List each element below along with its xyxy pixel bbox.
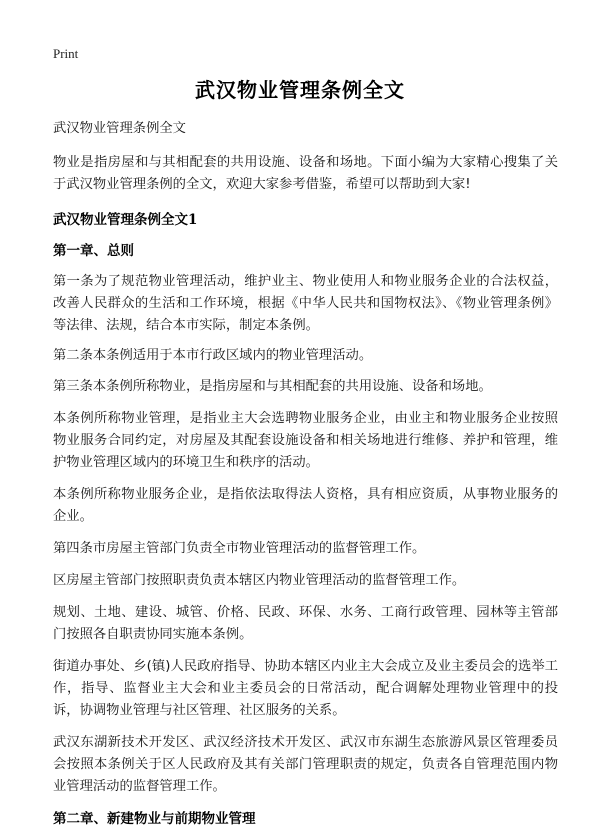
article-subtitle: 武汉物业管理条例全文	[53, 121, 186, 136]
chapter-heading-2: 第二章、新建物业与前期物业管理	[53, 811, 256, 827]
street-office-paragraph: 街道办事处、乡(镇)人民政府指导、协助本辖区内业主大会成立及业主委员会的选举工作，指导、监督业主大会和业主委员会的日常活动，配合调解处理物业管理中的投诉，协调物业管理与社区管理、社区服务的关系。	[53, 659, 558, 718]
article-4-paragraph: 第四条市房屋主管部门负责全市物业管理活动的监督管理工作。	[53, 541, 426, 556]
departments-paragraph: 规划、土地、建设、城管、价格、民政、环保、水务、工商行政管理、园林等主管部门按照各自职责协同实施本条例。	[53, 605, 558, 642]
article-2-paragraph: 第二条本条例适用于本市行政区域内的物业管理活动。	[53, 348, 373, 363]
development-zones-paragraph: 武汉东湖新技术开发区、武汉经济技术开发区、武汉市东湖生态旅游风景区管理委员会按照本条例关于区人民政府及其有关部门管理职责的规定，负责各自管理范围内物业管理活动的监督管理工作。	[53, 735, 558, 794]
article-1-paragraph: 第一条为了规范物业管理活动，维护业主、物业使用人和物业服务企业的合法权益，改善人民群众的生活和工作环境，根据《中华人民共和国物权法》、《物业管理条例》等法律、法规，结合本市实际，制定本条例。	[53, 274, 558, 333]
service-enterprise-definition: 本条例所称物业服务企业，是指依法取得法人资格，具有相应资质，从事物业服务的企业。	[53, 487, 558, 524]
article-3-paragraph: 第三条本条例所称物业，是指房屋和与其相配套的共用设施、设备和场地。	[53, 379, 492, 394]
page-title: 武汉物业管理条例全文	[195, 78, 405, 102]
section-heading-full-text-1: 武汉物业管理条例全文1	[53, 212, 198, 228]
intro-paragraph: 物业是指房屋和与其相配套的共用设施、设备和场地。下面小编为大家精心搜集了关于武汉物业管理条例的全文，欢迎大家参考借鉴，希望可以帮助到大家!	[53, 155, 558, 192]
article-body	[53, 118, 558, 830]
district-authority-paragraph: 区房屋主管部门按照职责负责本辖区内物业管理活动的监督管理工作。	[53, 573, 466, 588]
print-link[interactable]: Print	[53, 46, 79, 61]
property-management-definition: 本条例所称物业管理，是指业主大会选聘物业服务企业，由业主和物业服务企业按照物业服务合同约定，对房屋及其配套设施设备和相关场地进行维修、养护和管理，维护物业管理区域内的环境卫生和秩序的活动。	[53, 411, 558, 470]
chapter-heading-1: 第一章、总则	[53, 243, 134, 259]
